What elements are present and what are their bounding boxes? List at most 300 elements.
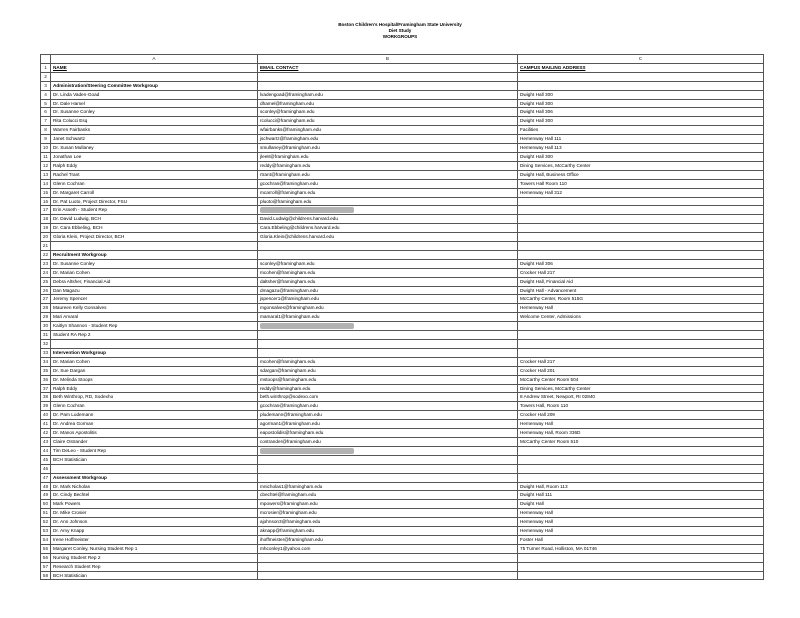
table-row [41, 527, 764, 536]
address-cell[interactable] [518, 464, 764, 473]
email-cell[interactable]: agorman1@framingham.edu [258, 420, 518, 429]
name-cell[interactable]: Tim DeLeo - Student Rep [51, 446, 258, 455]
table-row [41, 366, 764, 375]
row-number[interactable]: 11 [41, 152, 51, 161]
name-cell[interactable]: Dr. Cindy Bechtel [51, 491, 258, 500]
email-cell[interactable]: gcochran@framingham.edu [258, 179, 518, 188]
address-cell[interactable] [518, 562, 764, 571]
address-cell[interactable]: Hemenway Hall [518, 509, 764, 518]
table-row [41, 72, 764, 81]
table-row [41, 491, 764, 500]
address-cell[interactable]: Hemenway Hall 111 [518, 135, 764, 144]
address-cell[interactable]: Dwight Hall, Business Office [518, 170, 764, 179]
table-row [41, 108, 764, 117]
document-header [0, 22, 800, 40]
address-cell[interactable] [518, 446, 764, 455]
header-section: WORKGROUPS [382, 34, 418, 39]
table-row [41, 268, 764, 277]
row-number[interactable]: 53 [41, 527, 51, 536]
email-cell[interactable]: mcrosier@framingham.edu [258, 509, 518, 518]
row-number[interactable]: 51 [41, 509, 51, 518]
email-cell[interactable]: pludemann@framingham.edu [258, 411, 518, 420]
name-cell[interactable]: Intervention Workgroup [51, 348, 258, 357]
row-number[interactable]: 13 [41, 170, 51, 179]
address-cell[interactable]: McCarthy Center, Room 515G [518, 295, 764, 304]
name-cell[interactable]: NAME [51, 63, 258, 72]
table-row [41, 340, 764, 349]
address-cell[interactable] [518, 340, 764, 349]
email-cell[interactable] [258, 206, 518, 215]
row-number[interactable]: 26 [41, 286, 51, 295]
address-cell[interactable] [518, 215, 764, 224]
row-number[interactable]: 50 [41, 500, 51, 509]
email-cell[interactable] [258, 446, 518, 455]
email-cell[interactable]: cbechtel@framingham.edu [258, 491, 518, 500]
email-cell[interactable] [258, 473, 518, 482]
name-cell[interactable]: Jeremy Spencer [51, 295, 258, 304]
row-number[interactable]: 56 [41, 553, 51, 562]
name-cell[interactable]: Kaitlyn Shannon - Student Rep [51, 322, 258, 331]
address-cell[interactable]: Dwight Hall 306 [518, 259, 764, 268]
row-number[interactable]: 30 [41, 322, 51, 331]
address-cell[interactable] [518, 233, 764, 242]
name-cell[interactable]: Debra Altsher, Financial Aid [51, 277, 258, 286]
row-number[interactable]: 43 [41, 437, 51, 446]
address-cell[interactable]: Dwight Hall [518, 500, 764, 509]
name-cell[interactable]: Mark Powers [51, 500, 258, 509]
table-row [41, 242, 764, 251]
email-cell[interactable] [258, 455, 518, 464]
name-cell[interactable]: Dr. Margaret Carroll [51, 188, 258, 197]
name-cell[interactable]: Jonathan Lee [51, 152, 258, 161]
email-cell[interactable]: gcochran@framingham.edu [258, 402, 518, 411]
table-row [41, 63, 764, 72]
address-cell[interactable]: Hemenway Hall [518, 527, 764, 536]
name-cell[interactable]: Beth Winthrop, RD, Sodexho [51, 393, 258, 402]
row-number[interactable]: 39 [41, 402, 51, 411]
email-cell[interactable]: costrander@framingham.edu [258, 437, 518, 446]
row-number[interactable]: 12 [41, 161, 51, 170]
email-cell[interactable]: EMAIL CONTACT [258, 63, 518, 72]
table-row [41, 375, 764, 384]
row-number[interactable]: 29 [41, 313, 51, 322]
row-number[interactable]: 57 [41, 562, 51, 571]
address-cell[interactable]: Crocker Hall 201 [518, 366, 764, 375]
email-cell[interactable]: eapostolidis@framingham.edu [258, 429, 518, 438]
row-number[interactable]: 34 [41, 357, 51, 366]
address-cell[interactable]: CAMPUS MAILING ADDRESS [518, 63, 764, 72]
table-row [41, 429, 764, 438]
address-cell[interactable]: Dwight Hall - Advancement [518, 286, 764, 295]
address-cell[interactable] [518, 81, 764, 90]
email-cell[interactable]: dhamel@framingham.edu [258, 99, 518, 108]
row-number[interactable]: 25 [41, 277, 51, 286]
name-cell[interactable]: Maureen Kelly Gonsalves [51, 304, 258, 313]
address-cell[interactable]: Hemenway Hall [518, 420, 764, 429]
row-number[interactable]: 3 [41, 81, 51, 90]
address-cell[interactable]: McCarthy Center Room 510 [518, 437, 764, 446]
row-number[interactable]: 49 [41, 491, 51, 500]
table-row [41, 286, 764, 295]
header-title: Boston Children's Hospital/Framingham State University [338, 22, 462, 27]
address-cell[interactable] [518, 242, 764, 251]
row-number[interactable]: 42 [41, 429, 51, 438]
email-cell[interactable] [258, 242, 518, 251]
table-row [41, 500, 764, 509]
email-cell[interactable]: mcarroll@framingham.edu [258, 188, 518, 197]
address-cell[interactable]: Hemenway Hall [518, 304, 764, 313]
row-number[interactable]: 46 [41, 464, 51, 473]
address-cell[interactable]: Hemenway Hall, Room 336D [518, 429, 764, 438]
row-number[interactable]: 10 [41, 144, 51, 153]
email-cell[interactable] [258, 464, 518, 473]
table-row [41, 295, 764, 304]
address-cell[interactable]: Crocker Hall 209 [518, 411, 764, 420]
email-cell[interactable]: Cara.Ebbeling@childrens.harvard.edu [258, 224, 518, 233]
table-row [41, 161, 764, 170]
table-row [41, 464, 764, 473]
email-cell[interactable]: mstoops@framingham.edu [258, 375, 518, 384]
email-cell[interactable]: wfairbanks@framingham.edu [258, 126, 518, 135]
name-cell[interactable]: Janet Schwartz [51, 135, 258, 144]
name-cell[interactable]: Margaret Conley, Nursing Student Rep 1 [51, 544, 258, 553]
table-row [41, 518, 764, 527]
name-cell[interactable]: Gloria Klein, Project Director, BCH [51, 233, 258, 242]
address-cell[interactable] [518, 331, 764, 340]
email-cell[interactable]: reddy@framingham.edu [258, 161, 518, 170]
table-row [41, 170, 764, 179]
name-cell[interactable]: Claire Ostrander [51, 437, 258, 446]
row-number[interactable]: 45 [41, 455, 51, 464]
row-number[interactable]: 52 [41, 518, 51, 527]
name-cell[interactable]: Research Student Rep [51, 562, 258, 571]
email-cell[interactable]: sconley@framingham.edu [258, 259, 518, 268]
name-cell[interactable]: Dr. Manos Apostolitis [51, 429, 258, 438]
row-number[interactable]: 37 [41, 384, 51, 393]
name-cell[interactable] [51, 72, 258, 81]
header-subtitle: Diet Study [388, 28, 412, 33]
address-cell[interactable] [518, 571, 764, 580]
row-number[interactable]: 58 [41, 571, 51, 580]
table-row [41, 250, 764, 259]
name-cell[interactable]: Dr. Cara Ebbeling, BCH [51, 224, 258, 233]
address-cell[interactable]: Hemenway Hall [518, 518, 764, 527]
table-row [41, 90, 764, 99]
email-cell[interactable]: rcolucci@framingham.edu [258, 117, 518, 126]
table-row [41, 188, 764, 197]
address-cell[interactable] [518, 206, 764, 215]
address-cell[interactable]: Towers Hall Room 110 [518, 179, 764, 188]
email-cell[interactable]: ihoffmeister@framingham.edu [258, 535, 518, 544]
email-cell[interactable] [258, 250, 518, 259]
name-cell[interactable]: Erin Asseth - Student Rep [51, 206, 258, 215]
name-cell[interactable]: Administration/Steering Committee Workgroup [51, 81, 258, 90]
email-cell[interactable]: David.Ludwig@childrens.harvard.edu [258, 215, 518, 224]
email-cell[interactable] [258, 72, 518, 81]
email-cell[interactable]: mnicholas1@framingham.edu [258, 482, 518, 491]
column-header-c[interactable]: C [518, 55, 764, 64]
table-row [41, 553, 764, 562]
row-number[interactable]: 17 [41, 206, 51, 215]
column-header-row [41, 55, 764, 64]
address-cell[interactable]: Facilities [518, 126, 764, 135]
name-cell[interactable]: Dr. Marian Cohen [51, 357, 258, 366]
table-row [41, 455, 764, 464]
table-row [41, 277, 764, 286]
email-cell[interactable]: ajohnson3@framingham.edu [258, 518, 518, 527]
email-cell[interactable]: jspencer1@framingham.edu [258, 295, 518, 304]
email-cell[interactable] [258, 348, 518, 357]
row-number[interactable]: 24 [41, 268, 51, 277]
row-number[interactable]: 36 [41, 375, 51, 384]
address-cell[interactable] [518, 250, 764, 259]
email-cell[interactable]: dmagazu@framingham.edu [258, 286, 518, 295]
name-cell[interactable]: Dr. Dale Hamel [51, 99, 258, 108]
email-cell[interactable]: lvadengoad@framingham.edu [258, 90, 518, 99]
email-cell[interactable]: mhconley1@yahoo.com [258, 544, 518, 553]
row-number[interactable]: 15 [41, 188, 51, 197]
workgroups-table [40, 54, 764, 580]
email-cell[interactable]: Gloria.Klein@childrens.harvard.edu [258, 233, 518, 242]
name-cell[interactable]: Dr. Mike Crosier [51, 509, 258, 518]
row-number[interactable]: 22 [41, 250, 51, 259]
email-cell[interactable]: jlee8@framingham.edu [258, 152, 518, 161]
email-cell[interactable]: jschwartz@framingham.edu [258, 135, 518, 144]
address-cell[interactable]: Crocker Hall 217 [518, 268, 764, 277]
email-cell[interactable]: mamaral1@framingham.edu [258, 313, 518, 322]
address-cell[interactable] [518, 322, 764, 331]
table-row [41, 206, 764, 215]
table-row [41, 535, 764, 544]
email-cell[interactable]: reddy@framingham.edu [258, 384, 518, 393]
address-cell[interactable] [518, 553, 764, 562]
email-cell[interactable] [258, 331, 518, 340]
row-number[interactable]: 20 [41, 233, 51, 242]
email-cell[interactable]: pluoto@framingham.edu [258, 197, 518, 206]
table-row [41, 420, 764, 429]
email-cell[interactable]: aknapp@framingham.edu [258, 527, 518, 536]
address-cell[interactable] [518, 197, 764, 206]
name-cell[interactable]: Dr. Andrea Gorman [51, 420, 258, 429]
email-cell[interactable] [258, 553, 518, 562]
name-cell[interactable]: Dr. Susanne Conley [51, 108, 258, 117]
table-row [41, 224, 764, 233]
table-row [41, 117, 764, 126]
table-row [41, 197, 764, 206]
table-row [41, 259, 764, 268]
email-cell[interactable]: sdargan@framingham.edu [258, 366, 518, 375]
row-number[interactable]: 16 [41, 197, 51, 206]
table-row [41, 348, 764, 357]
email-cell[interactable] [258, 81, 518, 90]
name-cell[interactable]: Nursing Student Rep 2 [51, 553, 258, 562]
name-cell[interactable]: Dr. Susanne Conley [51, 259, 258, 268]
redacted-email [260, 448, 354, 454]
email-cell[interactable]: mpowers@framingham.edu [258, 500, 518, 509]
row-number[interactable]: 9 [41, 135, 51, 144]
table-row [41, 509, 764, 518]
email-cell[interactable] [258, 340, 518, 349]
address-cell[interactable]: Dining Services, McCarthy Center [518, 161, 764, 170]
address-cell[interactable]: Dwight Hall 300 [518, 90, 764, 99]
row-number[interactable]: 5 [41, 99, 51, 108]
name-cell[interactable] [51, 340, 258, 349]
name-cell[interactable]: Dr. Ann Johnson [51, 518, 258, 527]
row-number[interactable]: 14 [41, 179, 51, 188]
email-cell[interactable]: beth.winthrop@sodexo.com [258, 393, 518, 402]
email-cell[interactable]: daltsher@framingham.edu [258, 277, 518, 286]
table-row [41, 322, 764, 331]
table-row [41, 411, 764, 420]
name-cell[interactable]: Dr. Pat Luoto, Project Director, FSU [51, 197, 258, 206]
name-cell[interactable]: BCH Statistician [51, 571, 258, 580]
address-cell[interactable] [518, 72, 764, 81]
column-header-a[interactable]: A [51, 55, 258, 64]
name-cell[interactable]: Glenn Cochran [51, 179, 258, 188]
table-row [41, 446, 764, 455]
table-row [41, 473, 764, 482]
address-cell[interactable] [518, 455, 764, 464]
row-number[interactable]: 18 [41, 215, 51, 224]
table-row [41, 313, 764, 322]
email-cell[interactable]: smullaney@framingham.edu [258, 144, 518, 153]
name-cell[interactable]: Glenn Cochran [51, 402, 258, 411]
row-number[interactable]: 27 [41, 295, 51, 304]
address-cell[interactable] [518, 224, 764, 233]
row-number[interactable]: 4 [41, 90, 51, 99]
table-row [41, 144, 764, 153]
address-cell[interactable]: McCarthy Center Room 504 [518, 375, 764, 384]
address-cell[interactable]: Dining Services, McCarthy Center [518, 384, 764, 393]
address-cell[interactable]: Hemenway Hall 312 [518, 188, 764, 197]
table-row [41, 357, 764, 366]
email-cell[interactable] [258, 322, 518, 331]
email-cell[interactable]: mcohen@framingham.edu [258, 268, 518, 277]
name-cell[interactable]: Ralph Eddy [51, 384, 258, 393]
address-cell[interactable]: Dwight Hall 306 [518, 108, 764, 117]
row-number[interactable]: 31 [41, 331, 51, 340]
table-row [41, 81, 764, 90]
row-number[interactable]: 47 [41, 473, 51, 482]
row-number[interactable]: 40 [41, 411, 51, 420]
table-row [41, 215, 764, 224]
name-cell[interactable] [51, 464, 258, 473]
address-cell[interactable]: 75 Turner Road, Holliston, MA 01746 [518, 544, 764, 553]
column-header-b[interactable]: B [258, 55, 518, 64]
row-number[interactable]: 2 [41, 72, 51, 81]
name-cell[interactable]: Rita Colucci Esq [51, 117, 258, 126]
address-cell[interactable]: Towers Hall, Room 110 [518, 402, 764, 411]
corner-cell[interactable] [41, 55, 51, 64]
row-number[interactable]: 38 [41, 393, 51, 402]
email-cell[interactable]: mgonsalves@framingham.edu [258, 304, 518, 313]
email-cell[interactable] [258, 571, 518, 580]
name-cell[interactable]: Warren Fairbanks [51, 126, 258, 135]
address-cell[interactable]: Welcome Center, Admissions [518, 313, 764, 322]
table-row [41, 233, 764, 242]
table-row [41, 571, 764, 580]
address-cell[interactable]: Hemenway Hall 113 [518, 144, 764, 153]
name-cell[interactable]: BCH Statistician [51, 455, 258, 464]
email-cell[interactable] [258, 562, 518, 571]
address-cell[interactable]: Dwight Hall 300 [518, 117, 764, 126]
row-number[interactable]: 21 [41, 242, 51, 251]
address-cell[interactable]: 8 Andrew Street, Newport, RI 02840 [518, 393, 764, 402]
table-row [41, 135, 764, 144]
row-number[interactable]: 7 [41, 117, 51, 126]
table-row [41, 544, 764, 553]
row-number[interactable]: 32 [41, 340, 51, 349]
email-cell[interactable]: rtrant@framingham.edu [258, 170, 518, 179]
name-cell[interactable]: Irene Hoffmeister [51, 535, 258, 544]
row-number[interactable]: 1 [41, 63, 51, 72]
name-cell[interactable]: Ralph Eddy [51, 161, 258, 170]
name-cell[interactable]: Dr. Melinda Stoops [51, 375, 258, 384]
name-cell[interactable]: Dr. Linda Vaden-Goad [51, 90, 258, 99]
address-cell[interactable] [518, 348, 764, 357]
table-row [41, 393, 764, 402]
row-number[interactable]: 8 [41, 126, 51, 135]
name-cell[interactable]: Mari Amaral [51, 313, 258, 322]
table-row [41, 384, 764, 393]
address-cell[interactable]: Dwight Hall, Room 113 [518, 482, 764, 491]
address-cell[interactable]: Dwight Hall 111 [518, 491, 764, 500]
row-number[interactable]: 54 [41, 535, 51, 544]
table-row [41, 99, 764, 108]
name-cell[interactable]: Recruitment Workgroup [51, 250, 258, 259]
row-number[interactable]: 33 [41, 348, 51, 357]
name-cell[interactable]: Assessment Workgroup [51, 473, 258, 482]
redacted-email [260, 207, 354, 213]
email-cell[interactable]: sconley@framingham.edu [258, 108, 518, 117]
name-cell[interactable] [51, 242, 258, 251]
address-cell[interactable]: Crocker Hall 217 [518, 357, 764, 366]
name-cell[interactable]: Dr. Pam Ludemann [51, 411, 258, 420]
address-cell[interactable]: Foster Hall [518, 535, 764, 544]
redacted-email [260, 323, 354, 329]
table-row [41, 152, 764, 161]
table-row [41, 437, 764, 446]
row-number[interactable]: 44 [41, 446, 51, 455]
name-cell[interactable]: Dr. Susan Mullaney [51, 144, 258, 153]
table-row [41, 331, 764, 340]
row-number[interactable]: 35 [41, 366, 51, 375]
name-cell[interactable]: Student RA Rep 2 [51, 331, 258, 340]
table-row [41, 179, 764, 188]
row-number[interactable]: 48 [41, 482, 51, 491]
name-cell[interactable]: Dan Magazu [51, 286, 258, 295]
address-cell[interactable]: Dwight Hall, Financial Aid [518, 277, 764, 286]
table-row [41, 304, 764, 313]
name-cell[interactable]: Dr. David Ludwig, BCH [51, 215, 258, 224]
address-cell[interactable] [518, 473, 764, 482]
name-cell[interactable]: Dr. Sue Dargan [51, 366, 258, 375]
row-number[interactable]: 28 [41, 304, 51, 313]
row-number[interactable]: 19 [41, 224, 51, 233]
name-cell[interactable]: Dr. Amy Knapp [51, 527, 258, 536]
name-cell[interactable]: Dr. Marian Cohen [51, 268, 258, 277]
row-number[interactable]: 6 [41, 108, 51, 117]
address-cell[interactable]: Dwight Hall 300 [518, 99, 764, 108]
name-cell[interactable]: Rachel Trant [51, 170, 258, 179]
row-number[interactable]: 55 [41, 544, 51, 553]
address-cell[interactable]: Dwight Hall 300 [518, 152, 764, 161]
row-number[interactable]: 23 [41, 259, 51, 268]
email-cell[interactable]: mcohen@framingham.edu [258, 357, 518, 366]
row-number[interactable]: 41 [41, 420, 51, 429]
table-row [41, 402, 764, 411]
name-cell[interactable]: Dr. Mark Nicholas [51, 482, 258, 491]
